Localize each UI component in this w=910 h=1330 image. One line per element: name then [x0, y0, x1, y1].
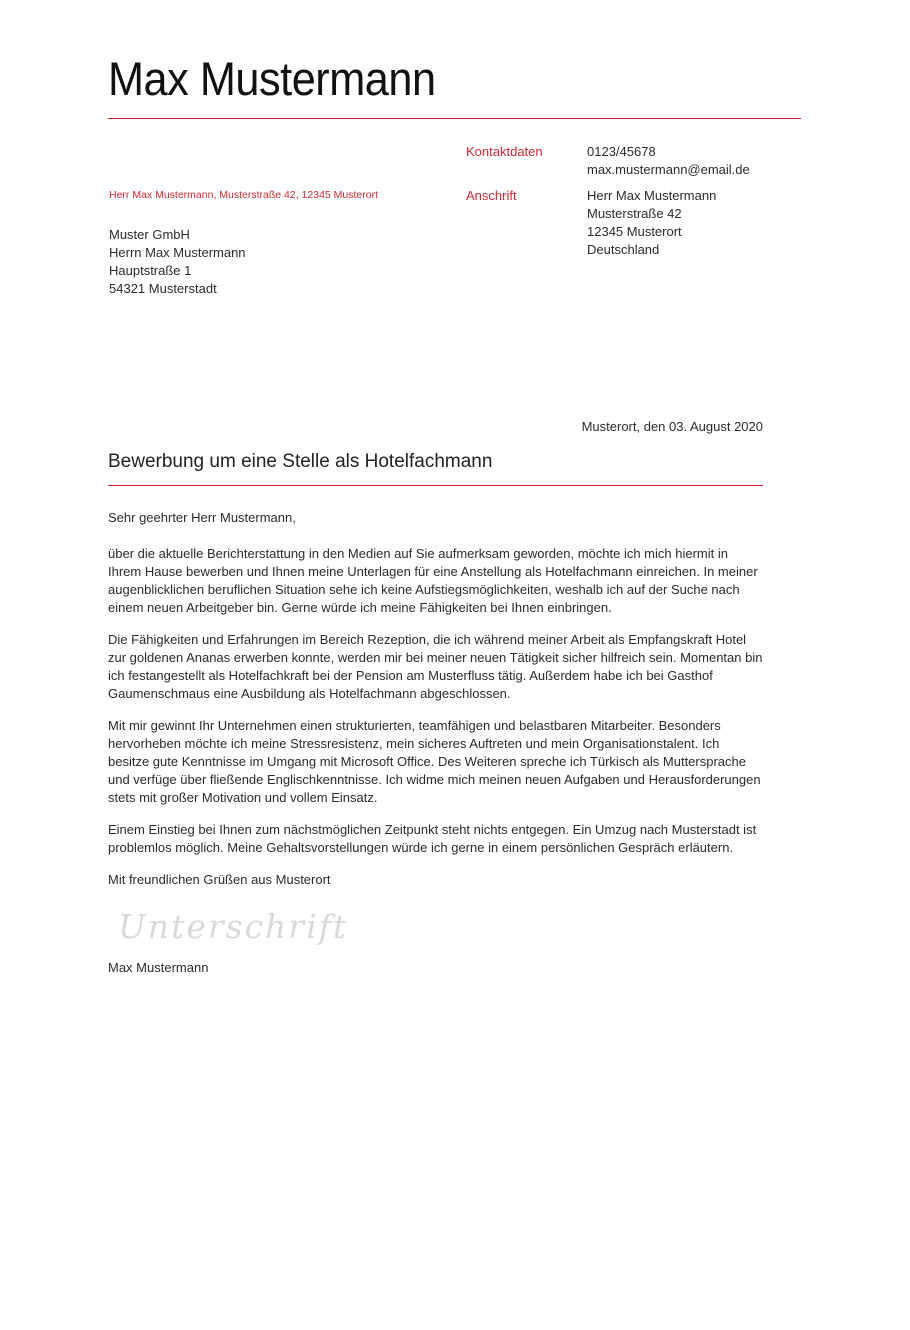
paragraph-line: ich festangestellt als Hotelfachkraft bei der Pension am Musterfluss tätig. Außerdem habe ich bei Gasthof	[108, 668, 713, 683]
recipient-line: 54321 Musterstadt	[109, 281, 217, 296]
signature-placeholder: Unterschrift	[118, 907, 349, 946]
recipient-address	[109, 226, 246, 298]
contact-label: Kontaktdaten	[466, 144, 543, 159]
applicant-name-heading: Max Mustermann	[108, 52, 436, 105]
paragraph-line: Einem Einstieg bei Ihnen zum nächstmöglichen Zeitpunkt steht nichts entgegen. Ein Umzug nach Musterstadt ist	[108, 822, 757, 837]
contact-email[interactable]: max.mustermann@email.de	[587, 162, 750, 177]
paragraph-line: hervorheben möchte ich meine Stressresistenz, mein sicheres Auftreten und mein Organisationstalent. Ich	[108, 736, 720, 751]
signer-name: Max Mustermann	[108, 960, 209, 975]
paragraph-line: Die Fähigkeiten und Erfahrungen im Bereich Rezeption, die ich während meiner Arbeit als Empfangskraft Hotel	[108, 632, 747, 647]
address-line: 12345 Musterort	[587, 224, 682, 239]
paragraph-line: zur goldenen Ananas erwerben konnte, werden mir bei meiner neuen Tätigkeit sicher hilfreich sein. Momentan bin	[108, 650, 763, 665]
paragraph-line: Mit mir gewinnt Ihr Unternehmen einen strukturierten, teamfähigen und belastbaren Mitarbeiter. Besonders	[108, 718, 721, 733]
body-paragraph-2	[108, 631, 768, 703]
recipient-line: Herrn Max Mustermann	[109, 245, 246, 260]
body-paragraph-4	[108, 821, 768, 857]
address-label: Anschrift	[466, 188, 517, 203]
contact-phone: 0123/45678	[587, 144, 656, 159]
address-line: Herr Max Mustermann	[587, 188, 717, 203]
recipient-line: Hauptstraße 1	[109, 263, 192, 278]
sender-return-address: Herr Max Mustermann, Musterstraße 42, 12345 Musterort	[109, 189, 379, 201]
paragraph-line: Ihrem Hause bewerben und Ihnen meine Unterlagen für eine Anstellung als Hotelfachmann einreichen. In meiner	[108, 564, 758, 579]
address-line: Musterstraße 42	[587, 206, 682, 221]
paragraph-line: Gaumenschmaus eine Ausbildung als Hotelfachmann abgeschlossen.	[108, 686, 511, 701]
recipient-line: Muster GmbH	[109, 227, 190, 242]
paragraph-line: besitze gute Kenntnisse im Umgang mit Microsoft Office. Des Weiteren spreche ich Türkisch als Muttersprache	[108, 754, 746, 769]
paragraph-line: problemlos möglich. Meine Gehaltsvorstellungen würde ich gerne in einem persönlichen Gespräch erläutern.	[108, 840, 734, 855]
closing	[108, 871, 768, 889]
subject-divider	[108, 485, 763, 486]
header-divider	[108, 118, 801, 119]
address-line: Deutschland	[587, 242, 660, 257]
body-paragraph-3	[108, 717, 768, 807]
letter-subject: Bewerbung um eine Stelle als Hotelfachmann	[108, 451, 493, 472]
salutation	[108, 509, 768, 527]
paragraph-line: über die aktuelle Berichterstattung in den Medien auf Sie aufmerksam geworden, möchte ich mich hiermit in	[108, 546, 728, 561]
salutation-text: Sehr geehrter Herr Mustermann,	[108, 510, 296, 525]
paragraph-line: augenblicklichen beruflichen Situation sehe ich keine Aufstiegsmöglichkeiten, weshalb ich auf der Suche nach	[108, 582, 740, 597]
paragraph-line: und verfüge über fließende Englischkenntnisse. Ich widme mich meinen neuen Aufgaben und Herausforderungen	[108, 772, 761, 787]
body-paragraph-1	[108, 545, 768, 617]
letter-date: Musterort, den 03. August 2020	[581, 419, 763, 434]
paragraph-line: einem neuen Arbeitgeber bin. Gerne würde ich meine Fähigkeiten bei Ihnen einbringen.	[108, 600, 612, 615]
paragraph-line: stets mit großer Motivation und vollem Einsatz.	[108, 790, 378, 805]
closing-text: Mit freundlichen Grüßen aus Musterort	[108, 872, 331, 887]
signer	[108, 959, 768, 977]
address-block	[587, 187, 716, 259]
